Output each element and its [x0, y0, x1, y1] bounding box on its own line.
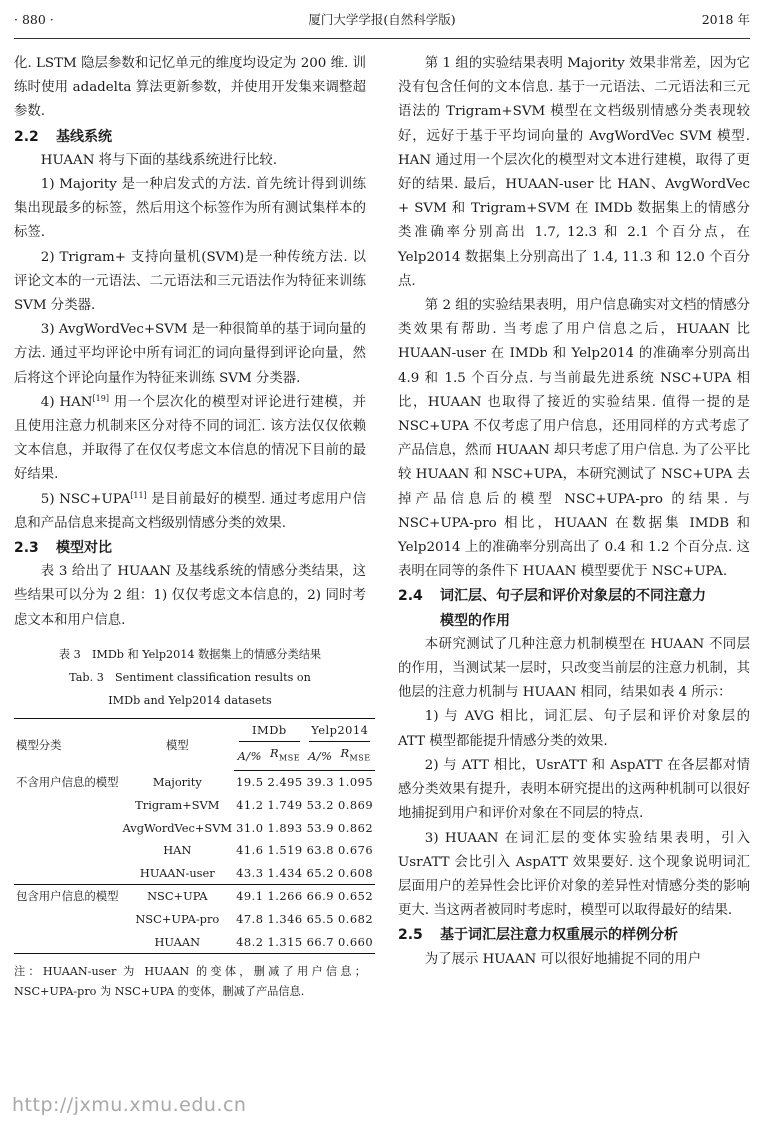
paragraph: 本研究测试了几种注意力机制模型在 HUAAN 不同层的作用，当测试某一层时，只改变当前层的注意力机制，其他层的注意力机制与 HUAAN 相同，结果如表 4 所示： [398, 636, 750, 701]
list-item: 2) 与 ATT 相比，UsrATT 和 AspATT 在各层都对情感分类效果有提升，表明本研究提出的这两种机制可以很好地捕捉到用户和评价对象在不同层的特点. [398, 757, 750, 822]
table-row: AvgWordVec+SVM 31.0 1.893 53.9 0.862 [122, 820, 374, 835]
list-item: 5) NSC+UPA[11] 是目前最好的模型. 通过考虑用户信息和产品信息来提高文档级别情感分类的效果. [14, 490, 366, 531]
list-item: 1) Majority 是一种启发式的方法. 首先统计得到训练集出现最多的标签，然后用这个标签作为所有测试集样本的标签. [14, 177, 366, 241]
section-heading-2-3: 2.3 模型对比 [14, 540, 112, 557]
section-heading-2-5: 2.5 基于词汇层注意力权重展示的样例分析 [398, 927, 678, 944]
watermark-url: http://jxmu.xmu.edu.cn [12, 1094, 247, 1116]
table-row: Trigram+SVM 41.2 1.749 53.2 0.869 [135, 797, 374, 812]
list-item: 4) HAN[19] 用一个层次化的模型对评论进行建模，并且使用注意力机制来区分对待不同的词汇. 该方法仅仅依赖文本信息，并取得了在仅仅考虑文本信息的情况下目前的最好结果. [14, 393, 366, 483]
paragraph: 化. LSTM 隐层参数和记忆单元的维度均设定为 200 维. 训练时使用 adadelta 算法更新参数，并使用开发集来调整超参数. [14, 56, 366, 120]
list-item: 2) Trigram+ 支持向量机(SVM)是一种传统方法. 以评论文本的一元语法、二元语法和三元语法作为特征来训练 SVM 分类器. [14, 249, 366, 314]
paragraph: 第 1 组的实验结果表明 Majority 效果非常差，因为它没有包含任何的文本信息. 基于一元语法、二元语法和三元语法的 Trigram+SVM 模型在文档级别情感分类表现较好，远好于基于平均词向量的 AvgWordVec SVM 模型. HAN 通过用一个层次化的模型对文本进行建模，取得了更好的结果. 最后，HUAAN-user 比 HAN、AvgWordVec + SVM 和 Trigram+SVM 在 IMDb 数据集上的情感分类准确率分别高出 1.7, 12.3 和 2.1 个百分点，在 Yelp2014 数据集上分别高出了 1.4, 11.3 和 12.0 个百分点. [398, 56, 750, 289]
paragraph: 第 2 组的实验结果表明，用户信息确实对文档的情感分类效果有帮助. 当考虑了用户信息之后，HUAAN 比 HUAAN-user 在 IMDb 和 Yelp2014 的准确率分别高出 4.9 和 1.5 个百分点. 与当前最先进系统 NSC+UPA 相比，HUAAN 也取得了接近的实验结果. 值得一提的是 NSC+UPA 不仅考虑了用户信息，还用同样的方式考虑了产品信息，然而 HUAAN 却只考虑了用户信息. 为了公平比较 HUAAN 和 NSC+UPA，本研究测试了 NSC+UPA 去掉产品信息后的模型 NSC+UPA-pro 的结果. 与 NSC+UPA-pro 相比，HUAAN 在数据集 IMDB 和 Yelp2014 上的准确率分别高出了 0.4 和 1.2 个百分点. 这表明在同等的条件下 HUAAN 模型要优于 NSC+UPA. [398, 298, 750, 580]
table-note: 注：HUAAN-user 为 HUAAN 的变体，删减了用户信息；NSC+UPA-pro 为 NSC+UPA 的变体，删减了产品信息. [14, 965, 366, 999]
col-header-acc: A/% [305, 742, 336, 770]
paragraph: 为了展示 HUAAN 可以很好地捕捉不同的用户 [424, 951, 702, 967]
citation: [11] [130, 490, 147, 500]
list-item: 1) 与 AVG 相比，词汇层、句子层和评价对象层的 ATT 模型都能提升情感分类的效果. [398, 709, 750, 749]
table-row: HUAAN 48.2 1.315 66.7 0.660 [154, 934, 374, 949]
group-label: 包含用户信息的模型 [14, 885, 121, 954]
table-caption [14, 643, 366, 712]
col-header-rmse: $R_{MSE}$ [336, 742, 375, 770]
right-column [398, 52, 750, 972]
col-header-yelp: Yelp2014 [305, 718, 375, 742]
table-row: HAN 41.6 1.519 63.8 0.676 [163, 843, 374, 858]
table-row: HUAAN-user 43.3 1.434 65.2 0.608 [139, 865, 374, 880]
paragraph: 表 3 给出了 HUAAN 及基线系统的情感分类结果，这些结果可以分为 2 组：1) 仅仅考虑文本信息的，2) 同时考虑文本和用户信息. [14, 564, 366, 628]
table-row: 不含用户信息的模型 Majority 19.5 2.495 39.3 1.095 [14, 771, 375, 794]
col-header-imdb: IMDb [234, 718, 304, 742]
page-number: · 880 · [14, 11, 54, 27]
col-header-category: 模型分类 [16, 737, 62, 752]
running-header [14, 0, 750, 39]
col-header-acc: A/% [234, 742, 265, 770]
col-header-model: 模型 [165, 737, 189, 752]
col-header-rmse: $R_{MSE}$ [265, 742, 304, 770]
caption-en-2: IMDb and Yelp2014 datasets [108, 693, 272, 707]
list-item: 3) HUAAN 在词汇层的变体实验结果表明，引入 UsrATT 会比引入 AspATT 效果要好. 这个现象说明词汇层面用户的差异性会比评价对象的差异性对情感分类的影响更大. 当这两者被同时考虑时，模型可以取得最好的结果. [398, 830, 750, 919]
caption-cn: 表 3 IMDb 和 Yelp2014 数据集上的情感分类结果 [58, 647, 322, 661]
journal-title: 厦门大学学报(自然科学版) [308, 12, 456, 27]
caption-en-1: Tab. 3 Sentiment classification results on [69, 670, 311, 684]
left-column [14, 52, 374, 1002]
section-heading-2-2: 2.2 基线系统 [14, 128, 112, 145]
results-table [14, 718, 375, 954]
group-label: 不含用户信息的模型 [16, 774, 119, 789]
table-row: 包含用户信息的模型 NSC+UPA 49.1 1.266 66.9 0.652 [14, 885, 375, 908]
table-row: NSC+UPA-pro 47.8 1.346 65.5 0.682 [135, 911, 374, 926]
section-heading-2-4: 2.4 词汇层、句子层和评价对象层的不同注意力 模型的作用 [398, 588, 706, 629]
citation: [19] [92, 393, 109, 403]
paragraph: HUAAN 将与下面的基线系统进行比较. [40, 152, 277, 168]
year: 2018 年 [701, 12, 750, 27]
list-item: 3) AvgWordVec+SVM 是一种很简单的基于词向量的方法. 通过平均评论中所有词汇的词向量得到评论向量，然后将这个评论向量作为特征来训练 SVM 分类器. [14, 322, 366, 386]
